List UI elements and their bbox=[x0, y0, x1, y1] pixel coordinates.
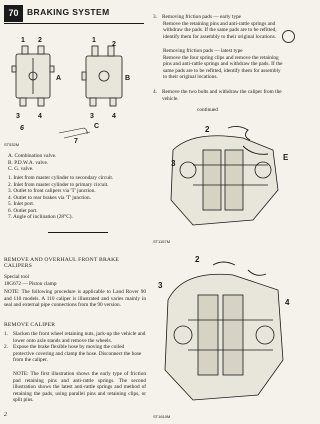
valve-label-2b: 2 bbox=[112, 41, 116, 48]
page-number: 2 bbox=[4, 412, 7, 418]
valve-illustration bbox=[4, 28, 142, 148]
step-3: 3. Removing friction pads — early type Remove the retaining pins and anti-rattle springs and withdraw the pads. If the same pads are to be refitted, identify them for assembly to their original locations. bbox=[153, 14, 277, 40]
steps-list bbox=[4, 331, 146, 364]
valve-label-6: 6 bbox=[20, 125, 24, 132]
valve-label-3b: 3 bbox=[90, 113, 94, 120]
remove-caliper-heading: REMOVE CALIPER bbox=[4, 322, 56, 328]
section-heading: REMOVE AND OVERHAUL FRONT BRAKE CALIPERS bbox=[4, 257, 119, 269]
valve-label-3a: 3 bbox=[16, 113, 20, 120]
latest-type: Removing friction pads — latest type Remove the four spring clips and remove the retaining pins and anti-rattle springs and withdraw the pads. If the same pads are to be refitted, identify them for assembly to their original locations. bbox=[163, 48, 283, 80]
callout-3: 3 bbox=[171, 159, 176, 168]
callout-2: 2 bbox=[195, 255, 200, 264]
legend-item: 3. Outlet to front calipers via 'T' junction. bbox=[8, 188, 96, 194]
special-tool: Special tool 18G672 — Piston clamp bbox=[4, 274, 57, 287]
step-4: 4. Remove the two bolts and withdraw the caliper from the vehicle. bbox=[153, 89, 282, 102]
caliper-latest-illustration bbox=[153, 250, 298, 420]
legend-item: 7. Angle of inclination (28°C). bbox=[8, 214, 73, 220]
legend-item: B. P.D.W.A. valve. bbox=[8, 159, 49, 166]
valve-label-4a: 4 bbox=[38, 113, 42, 120]
callout-e: E bbox=[283, 153, 289, 162]
callout-2: 2 bbox=[205, 125, 210, 134]
step-item: 2. Expose the brake flexible hose by moving the coiled protective covering and clamp the hose. Disconnect the hose from the caliper. bbox=[4, 344, 142, 363]
divider bbox=[48, 232, 108, 233]
binder-hole-icon bbox=[282, 30, 295, 43]
valve-label-1a: 1 bbox=[21, 37, 25, 44]
step-item: 1. Slacken the front wheel retaining nuts, jack-up the vehicle and lower onto axle stands and remove the wheels. bbox=[4, 331, 146, 344]
valve-label-c: C bbox=[94, 123, 100, 130]
legend-numbers bbox=[8, 175, 146, 221]
valve-label-4b: 4 bbox=[112, 113, 116, 120]
valve-label-a: A bbox=[56, 75, 62, 82]
legend-item: 2. Inlet from master cylinder to primary circuit. bbox=[8, 181, 109, 188]
legend-letters bbox=[8, 153, 146, 173]
legend-item: 5. Inlet port. bbox=[8, 201, 35, 207]
header-rule bbox=[4, 23, 144, 24]
legend-item: A. Combination valve. bbox=[8, 153, 57, 159]
caliper-early-illustration bbox=[153, 120, 298, 245]
legend-item: 1. Inlet from master cylinder to secondary circuit. bbox=[8, 175, 114, 181]
valve-label-2a: 2 bbox=[38, 37, 42, 44]
section-number: 70 bbox=[8, 8, 19, 18]
legend-item: 6. Outlet port. bbox=[8, 207, 38, 214]
figure-tag: ST532M bbox=[4, 142, 20, 147]
figure-tag: ST1157M bbox=[153, 239, 171, 244]
callout-3: 3 bbox=[158, 281, 163, 290]
section-badge bbox=[4, 5, 23, 22]
valve-label-7: 7 bbox=[74, 138, 78, 145]
valve-label-b: B bbox=[125, 75, 131, 82]
callout-4: 4 bbox=[285, 298, 290, 307]
friction-note: NOTE: The first illustration shows the early type of friction pad retaining pins and anti-rattle springs. The second illustration shows the latest anti-rattle springs and method of retaining the pads, using parallel pins and retaining clips, or split pins. bbox=[13, 371, 146, 403]
legend-item: C. G. valve. bbox=[8, 166, 34, 172]
page-title: BRAKING SYSTEM bbox=[27, 7, 110, 17]
figure-tag: ST1610M bbox=[153, 414, 171, 419]
continued-label: continued bbox=[197, 107, 218, 113]
legend-item: 4. Outlet to rear brakes via 'T' junction. bbox=[8, 194, 91, 201]
intro-note: NOTE: The following procedure is applicable to Land Rover 90 and 110 models. A 110 caliper is illustrated and varies mainly in seal and external pipe connections from the 90 version. bbox=[4, 289, 146, 308]
valve-label-1b: 1 bbox=[92, 37, 96, 44]
